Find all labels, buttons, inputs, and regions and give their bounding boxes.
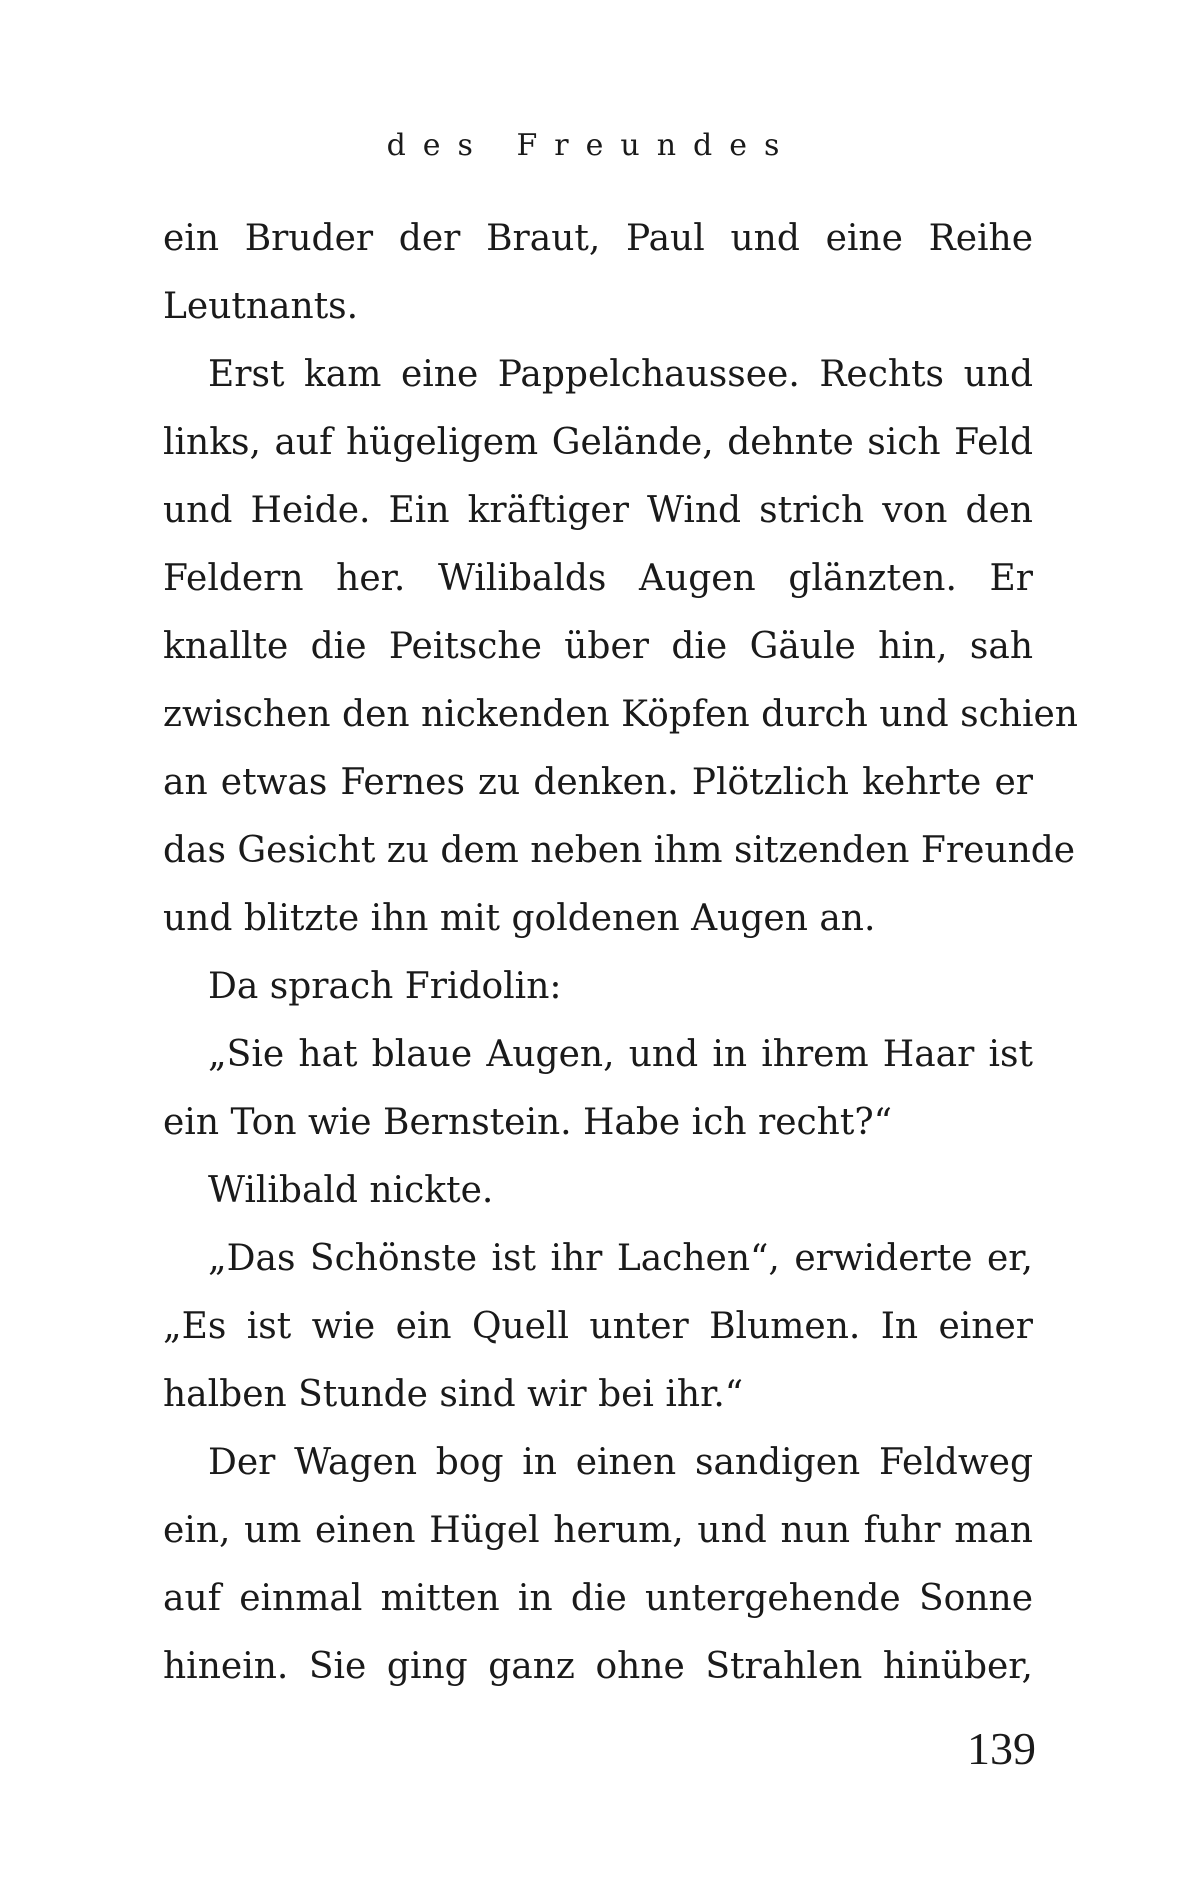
body-text bbox=[163, 205, 1078, 1701]
text-line: halben Stunde sind wir bei ihr.“ bbox=[163, 1374, 744, 1415]
text-line: zwischen den nickenden Köpfen durch und schien bbox=[163, 694, 1078, 735]
text-line: an etwas Fernes zu denken. Plötzlich kehrte er bbox=[163, 762, 1033, 803]
text-line: knallte die Peitsche über die Gäule hin, sah bbox=[163, 626, 1033, 667]
text-line: „Sie hat blaue Augen, und in ihrem Haar ist bbox=[208, 1034, 1033, 1075]
text-line: Feldern her. Wilibalds Augen glänzten. Er bbox=[163, 558, 1033, 599]
text-line: ein Ton wie Bernstein. Habe ich recht?“ bbox=[163, 1102, 893, 1143]
text-line: und blitzte ihn mit goldenen Augen an. bbox=[163, 898, 876, 939]
page-number: 139 bbox=[967, 1723, 1036, 1774]
text-line: und Heide. Ein kräftiger Wind strich von den bbox=[163, 490, 1033, 531]
text-line: links, auf hügeligem Gelände, dehnte sich Feld bbox=[163, 422, 1033, 463]
text-line: das Gesicht zu dem neben ihm sitzenden Freunde bbox=[163, 830, 1076, 871]
text-line: „Das Schönste ist ihr Lachen“, erwiderte er, bbox=[208, 1238, 1033, 1279]
text-line: Da sprach Fridolin: bbox=[208, 966, 562, 1007]
text-line: Erst kam eine Pappelchaussee. Rechts und bbox=[208, 354, 1033, 395]
text-line: ein, um einen Hügel herum, und nun fuhr man bbox=[163, 1510, 1033, 1551]
text-line: auf einmal mitten in die untergehende Sonne bbox=[163, 1578, 1033, 1619]
text-line: Wilibald nickte. bbox=[208, 1170, 494, 1211]
running-head: des Freundes bbox=[386, 128, 797, 163]
text-line: ein Bruder der Braut, Paul und eine Reihe bbox=[163, 218, 1033, 259]
text-line: hinein. Sie ging ganz ohne Strahlen hinüber, bbox=[163, 1646, 1033, 1687]
text-line: „Es ist wie ein Quell unter Blumen. In einer bbox=[163, 1306, 1033, 1347]
text-line: Der Wagen bog in einen sandigen Feldweg bbox=[208, 1442, 1033, 1483]
text-line: Leutnants. bbox=[163, 286, 359, 327]
